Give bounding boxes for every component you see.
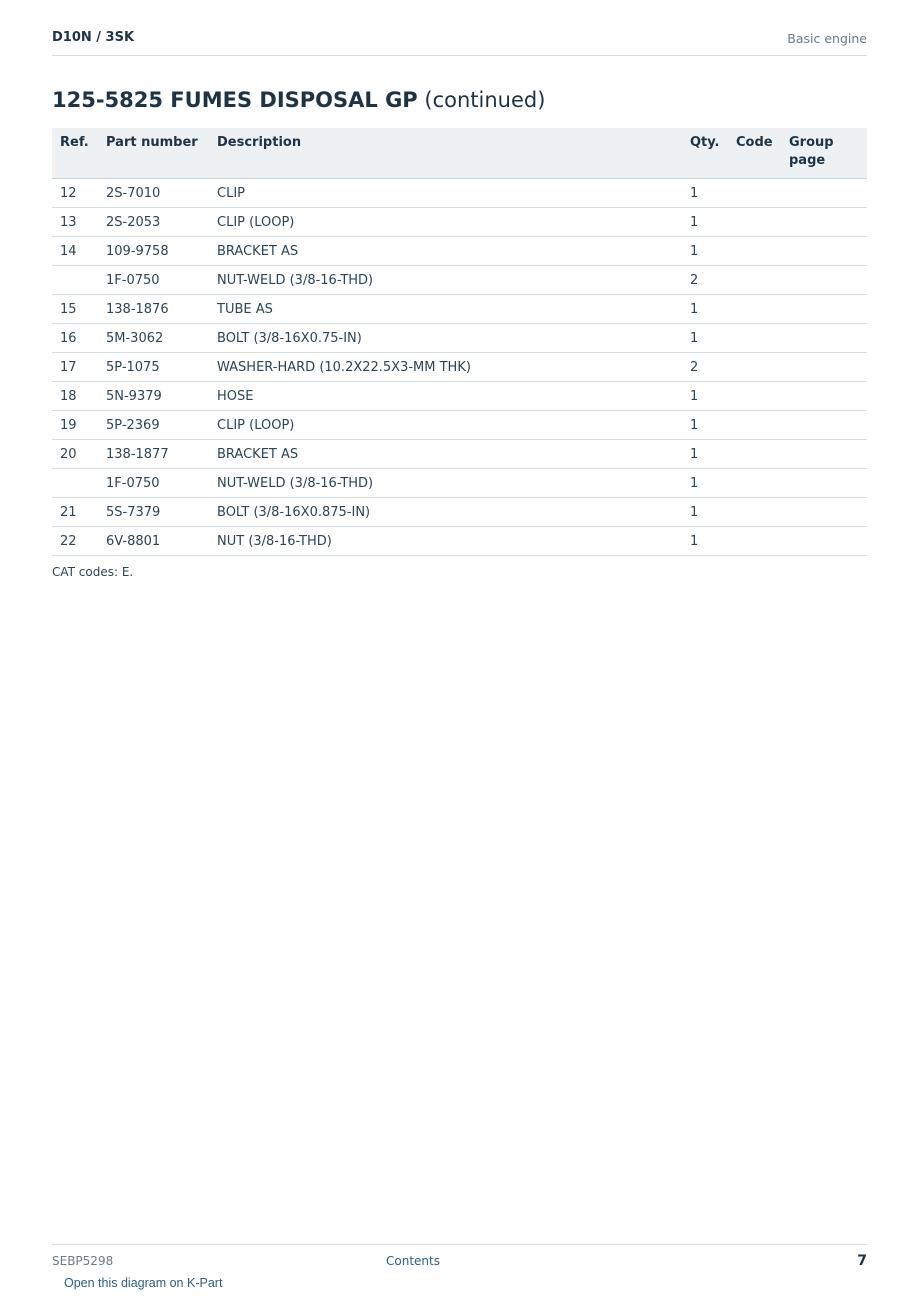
cell-code (728, 237, 781, 266)
cell-ref: 13 (52, 208, 98, 237)
cell-part-number: 2S-7010 (98, 179, 209, 208)
page-number: 7 (857, 1253, 867, 1269)
cell-description: BOLT (3/8-16X0.875-IN) (209, 498, 682, 527)
cell-ref: 16 (52, 324, 98, 353)
cell-qty: 1 (682, 411, 728, 440)
cell-description: NUT (3/8-16-THD) (209, 527, 682, 556)
parts-table (52, 128, 867, 556)
table-row (52, 266, 867, 295)
cell-description: NUT-WELD (3/8-16-THD) (209, 266, 682, 295)
table-row (52, 469, 867, 498)
cell-ref: 12 (52, 179, 98, 208)
cell-qty: 1 (682, 469, 728, 498)
col-header-ref: Ref. (52, 128, 98, 179)
table-row (52, 295, 867, 324)
cell-ref: 18 (52, 382, 98, 411)
cell-code (728, 527, 781, 556)
contents-link[interactable]: Contents (386, 1254, 440, 1268)
cell-group-page (781, 382, 867, 411)
cell-code (728, 353, 781, 382)
col-header-group-page: Group page (781, 128, 867, 179)
col-header-qty: Qty. (682, 128, 728, 179)
cell-qty: 1 (682, 295, 728, 324)
cell-part-number: 5P-2369 (98, 411, 209, 440)
cell-qty: 1 (682, 237, 728, 266)
title-suffix: (continued) (417, 88, 546, 112)
cell-code (728, 498, 781, 527)
model-label: D10N / 3SK (52, 30, 135, 45)
cell-description: BOLT (3/8-16X0.75-IN) (209, 324, 682, 353)
table-row (52, 179, 867, 208)
page-header (52, 28, 867, 56)
table-row (52, 382, 867, 411)
col-header-description: Description (209, 128, 682, 179)
cell-part-number: 5N-9379 (98, 382, 209, 411)
table-row (52, 324, 867, 353)
cell-part-number: 1F-0750 (98, 266, 209, 295)
cell-description: BRACKET AS (209, 440, 682, 469)
cell-group-page (781, 237, 867, 266)
cell-group-page (781, 324, 867, 353)
cell-group-page (781, 266, 867, 295)
cell-group-page (781, 527, 867, 556)
cell-ref: 15 (52, 295, 98, 324)
col-header-code: Code (728, 128, 781, 179)
cell-group-page (781, 353, 867, 382)
cell-description: CLIP (LOOP) (209, 411, 682, 440)
cell-code (728, 440, 781, 469)
page-footer (52, 1244, 867, 1275)
cell-group-page (781, 179, 867, 208)
table-row (52, 498, 867, 527)
cell-ref: 14 (52, 237, 98, 266)
cell-code (728, 266, 781, 295)
cell-ref: 22 (52, 527, 98, 556)
cell-part-number: 5P-1075 (98, 353, 209, 382)
cell-code (728, 179, 781, 208)
cell-description: TUBE AS (209, 295, 682, 324)
table-row (52, 440, 867, 469)
cell-qty: 1 (682, 498, 728, 527)
kpart-link[interactable]: Open this diagram on K-Part (64, 1276, 223, 1290)
cell-part-number: 138-1877 (98, 440, 209, 469)
cell-part-number: 5M-3062 (98, 324, 209, 353)
cell-code (728, 324, 781, 353)
cell-code (728, 382, 781, 411)
cell-qty: 1 (682, 208, 728, 237)
cat-codes-note: CAT codes: E. (52, 565, 134, 579)
parts-table-header (52, 128, 867, 179)
cell-qty: 1 (682, 440, 728, 469)
group-title: 125-5825 FUMES DISPOSAL GP (52, 88, 418, 112)
cell-group-page (781, 440, 867, 469)
cell-code (728, 411, 781, 440)
cell-group-page (781, 469, 867, 498)
cell-part-number: 2S-2053 (98, 208, 209, 237)
cell-description: CLIP (209, 179, 682, 208)
cell-part-number: 6V-8801 (98, 527, 209, 556)
cell-code (728, 208, 781, 237)
cell-ref: 17 (52, 353, 98, 382)
table-row (52, 411, 867, 440)
cell-part-number: 5S-7379 (98, 498, 209, 527)
section-label: Basic engine (787, 31, 867, 46)
page-title (52, 88, 545, 112)
cell-qty: 1 (682, 382, 728, 411)
cell-qty: 2 (682, 266, 728, 295)
cell-part-number: 109-9758 (98, 237, 209, 266)
document-id: SEBP5298 (52, 1254, 114, 1268)
cell-ref (52, 469, 98, 498)
cell-part-number: 138-1876 (98, 295, 209, 324)
cell-group-page (781, 411, 867, 440)
cell-group-page (781, 208, 867, 237)
table-row (52, 208, 867, 237)
table-row (52, 527, 867, 556)
cell-qty: 1 (682, 324, 728, 353)
col-header-part-number: Part number (98, 128, 209, 179)
cell-code (728, 469, 781, 498)
cell-description: CLIP (LOOP) (209, 208, 682, 237)
parts-table-body (52, 179, 867, 556)
cell-description: BRACKET AS (209, 237, 682, 266)
cell-ref: 19 (52, 411, 98, 440)
cell-group-page (781, 295, 867, 324)
cell-group-page (781, 498, 867, 527)
cell-description: NUT-WELD (3/8-16-THD) (209, 469, 682, 498)
cell-qty: 1 (682, 179, 728, 208)
cell-ref (52, 266, 98, 295)
table-row (52, 237, 867, 266)
cell-code (728, 295, 781, 324)
cell-part-number: 1F-0750 (98, 469, 209, 498)
cell-description: WASHER-HARD (10.2X22.5X3-MM THK) (209, 353, 682, 382)
cell-qty: 1 (682, 527, 728, 556)
cell-qty: 2 (682, 353, 728, 382)
cell-description: HOSE (209, 382, 682, 411)
cell-ref: 20 (52, 440, 98, 469)
table-row (52, 353, 867, 382)
cell-ref: 21 (52, 498, 98, 527)
